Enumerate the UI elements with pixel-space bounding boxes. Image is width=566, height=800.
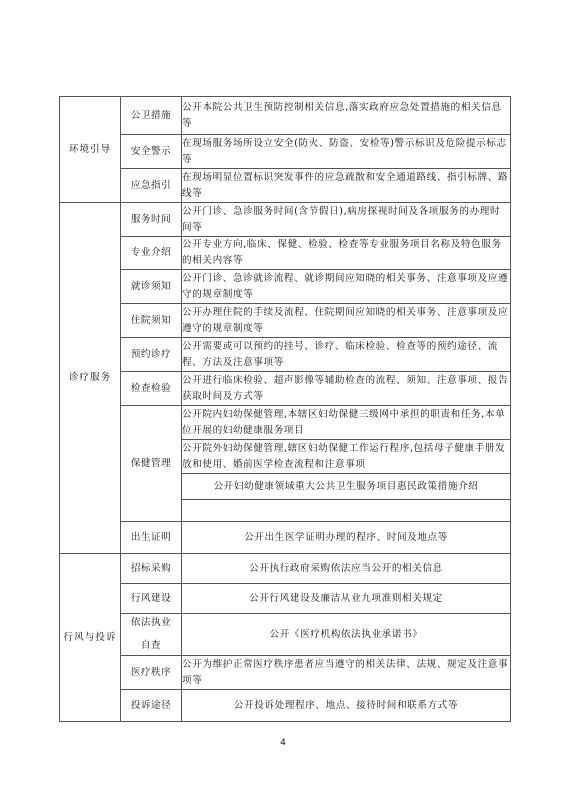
item-exam-test: 检查检验 [121, 372, 182, 406]
item-public-health: 公卫措施 [121, 97, 182, 135]
content-health-care-in-hospital: 公开院内妇幼保健管理,本辖区妇幼保健三级网中承担的职责和任务,本单位开展的妇幼健康服务项目 [182, 406, 511, 440]
table-row [60, 584, 511, 614]
item-medical-order: 医疗秩序 [121, 656, 182, 690]
table-row [60, 406, 511, 440]
table-row [60, 203, 511, 237]
content-empty-cell [182, 500, 511, 522]
category-environment: 环境引导 [60, 97, 121, 203]
table-row [60, 554, 511, 584]
item-lawful-practice [121, 614, 182, 656]
category-conduct-complaints: 行风与投诉 [60, 554, 121, 722]
content-public-health: 公开本院公共卫生预防控制相关信息,落实政府应急处置措施的相关信息等 [182, 97, 511, 135]
table-row [60, 237, 511, 270]
content-medical-order: 公开为维护正常医疗秩序患者应当遵守的相关法律、法规、规定及注意事项等 [182, 656, 511, 690]
content-visit-notice: 公开门诊、急诊就诊流程、就诊期间应知晓的相关事务、注意事项及应遵守的规章制度等 [182, 270, 511, 304]
item-emergency-guide: 应急指引 [121, 169, 182, 203]
item-lawful-practice-line-2: 自查 [140, 640, 162, 651]
item-health-care-management: 保健管理 [121, 406, 182, 522]
disclosure-table [59, 96, 511, 722]
content-emergency-guide: 在现场明显位置标识突发事件的应急疏散和安全通道路线、指引标牌、路线等 [182, 169, 511, 203]
page-number: 4 [280, 738, 286, 748]
table-row [60, 372, 511, 406]
item-birth-certificate: 出生证明 [121, 522, 182, 554]
content-health-care-policy: 公开妇幼健康领域重大公共卫生服务项目惠民政策措施介绍 [182, 474, 511, 500]
table-row [60, 135, 511, 169]
content-birth-certificate: 公开出生医学证明办理的程序、时间及地点等 [182, 522, 511, 554]
content-health-care-out-hospital: 公开院外妇幼保健管理,辖区妇幼保健工作运行程序,包括母子健康手册发放和使用、婚前医学检查流程和注意事项 [182, 440, 511, 474]
content-procurement: 公开执行政府采购依法应当公开的相关信息 [182, 554, 511, 584]
item-safety-warning: 安全警示 [121, 135, 182, 169]
content-appointment: 公开需要或可以预约的挂号、诊疗、临床检验、检查等的预约途径、流程、方法及注意事项等 [182, 338, 511, 372]
item-conduct-building: 行风建设 [121, 584, 182, 614]
item-specialty: 专业介绍 [121, 237, 182, 270]
table-row [60, 97, 511, 135]
table-row [60, 304, 511, 338]
item-inpatient-notice: 住院须知 [121, 304, 182, 338]
content-exam-test: 公开进行临床检验、超声影像等辅助检查的流程、须知、注意事项、报告获取时间及方式等 [182, 372, 511, 406]
item-service-hours: 服务时间 [121, 203, 182, 237]
item-complaint-channel: 投诉途径 [121, 690, 182, 722]
table-row [60, 169, 511, 203]
table-row [60, 690, 511, 722]
content-complaint-channel: 公开投诉处理程序、地点、接待时间和联系方式等 [182, 690, 511, 722]
item-lawful-practice-line-1: 依法执业 [130, 617, 172, 628]
content-inpatient-notice: 公开办理住院的手续及流程、住院期间应知晓的相关事务、注意事项及应遵守的规章制度等 [182, 304, 511, 338]
item-procurement: 招标采购 [121, 554, 182, 584]
table-row [60, 656, 511, 690]
content-service-hours: 公开门诊、急诊服务时间(含节假日),病房探视时间及各项服务的办理时间等 [182, 203, 511, 237]
content-lawful-practice: 公开《医疗机构依法执业承诺书》 [182, 614, 511, 656]
table-row [60, 522, 511, 554]
content-specialty: 公开专业方向,临床、保健、检验、检查等专业服务项目名称及特色服务的相关内容等 [182, 237, 511, 270]
content-safety-warning: 在现场服务场所设立安全(防火、防盗、安检等)警示标识及危险提示标志等 [182, 135, 511, 169]
table-row [60, 614, 511, 656]
table-row [60, 270, 511, 304]
table-row [60, 338, 511, 372]
content-conduct-building: 公开行风建设及廉洁从业九项准则相关规定 [182, 584, 511, 614]
item-visit-notice: 就诊须知 [121, 270, 182, 304]
category-clinical: 诊疗服务 [60, 203, 121, 554]
item-appointment: 预约诊疗 [121, 338, 182, 372]
